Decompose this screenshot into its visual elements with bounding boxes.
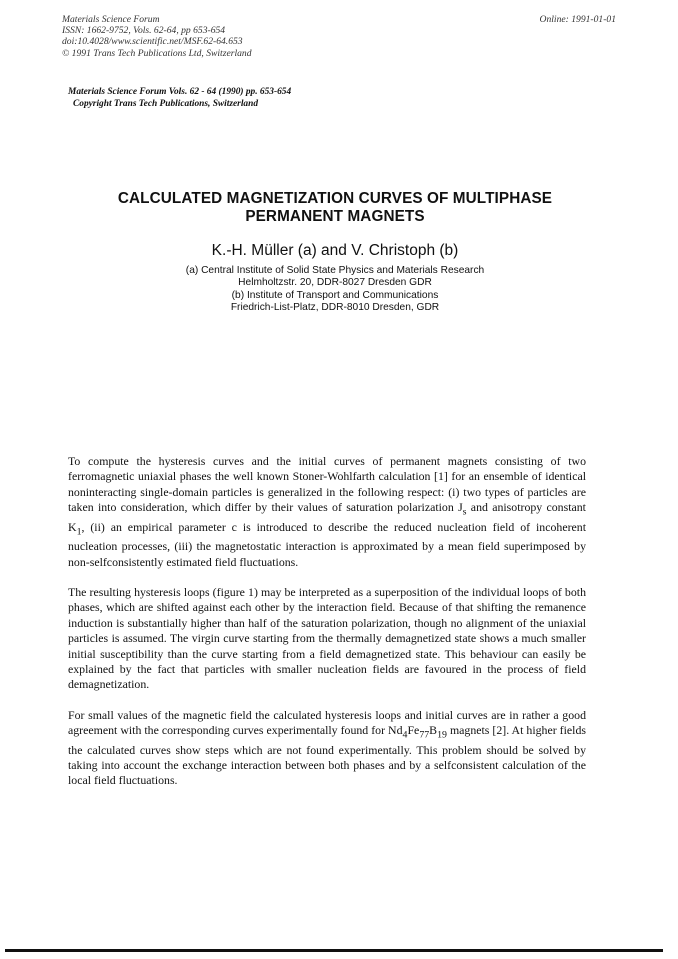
journal-name: Materials Science Forum [62, 14, 160, 25]
paragraph-2: The resulting hysteresis loops (figure 1) may be interpreted as a superposition of the individual loops of both phases, which are shifted against each other by the interaction field. Because of that shifting the remanence induction is substantially higher than half of the saturation polarization, though no alignment of the uniaxial particles is assumed. The virgin curve starting from the thermally demagnetized state shows a much smaller initial susceptibility than the curve starting from a field demagnetized state. This behaviour can easily be explained by the fact that particles with smaller nucleation fields are favoured in the process of field demagnetization. [68, 585, 586, 692]
publication-metadata [62, 14, 252, 59]
paper-title [60, 190, 610, 226]
authors: K.-H. Müller (a) and V. Christoph (b) [211, 242, 459, 259]
journal-volume-line: Materials Science Forum Vols. 62 - 64 (1990) pp. 653-654 [68, 87, 292, 97]
title-line-1: CALCULATED MAGNETIZATION CURVES OF MULTIPHASE [117, 190, 553, 207]
title-line-2: PERMANENT MAGNETS [245, 208, 425, 225]
affiliations [60, 265, 610, 315]
journal-reference [68, 86, 291, 110]
affiliation-b: (b) Institute of Transport and Communications [231, 289, 439, 301]
affiliation-b-address: Friedrich-List-Platz, DDR-8010 Dresden, GDR [230, 302, 440, 314]
issn-line: ISSN: 1662-9752, Vols. 62-64, pp 653-654 [62, 25, 226, 37]
affiliation-a-address: Helmholtzstr. 20, DDR-8027 Dresden GDR [238, 277, 432, 289]
paragraph-1: To compute the hysteresis curves and the initial curves of permanent magnets consisting of two ferromagnetic uniaxial phases the well known Stoner-Wohlfarth calculation [1] for an ensemble of identical noninteracting single-domain particles is generalized in the following respect: (i) two types of particles are taken into consideration, which differ by their values of saturation polarization $J_s$ and anisotropy constant $K_1$, (ii) an empirical parameter c is introduced to describe the reduced nucleation field of incoherent nucleation processes, (iii) the magnetostatic interaction is approximated by a mean field superimposed by non-selfconsistently estimated field fluctuations. [68, 454, 586, 569]
paragraph-3: For small values of the magnetic field the calculated hysteresis loops and initial curves are in rather a good agreement with the corresponding curves experimentally found for $Nd_4Fe_{77}B_{19}$ magnets [2]. At higher fields the calculated curves show steps which are not found experimentally. This problem should be solved by taking into account the exchange interaction between both phases and by a selfconsistent calculation of the local field fluctuations. [68, 707, 586, 788]
online-date: Online: 1991-01-01 [539, 14, 616, 25]
abstract-body [68, 454, 586, 804]
copyright-line: © 1991 Trans Tech Publications Ltd, Switzerland [62, 47, 252, 59]
bottom-rule [5, 949, 663, 952]
affiliation-a: (a) Central Institute of Solid State Physics and Materials Research [185, 265, 485, 276]
doi-line: doi:10.4028/www.scientific.net/MSF.62-64.653 [62, 36, 243, 48]
journal-copyright-line: Copyright Trans Tech Publications, Switzerland [73, 99, 259, 109]
